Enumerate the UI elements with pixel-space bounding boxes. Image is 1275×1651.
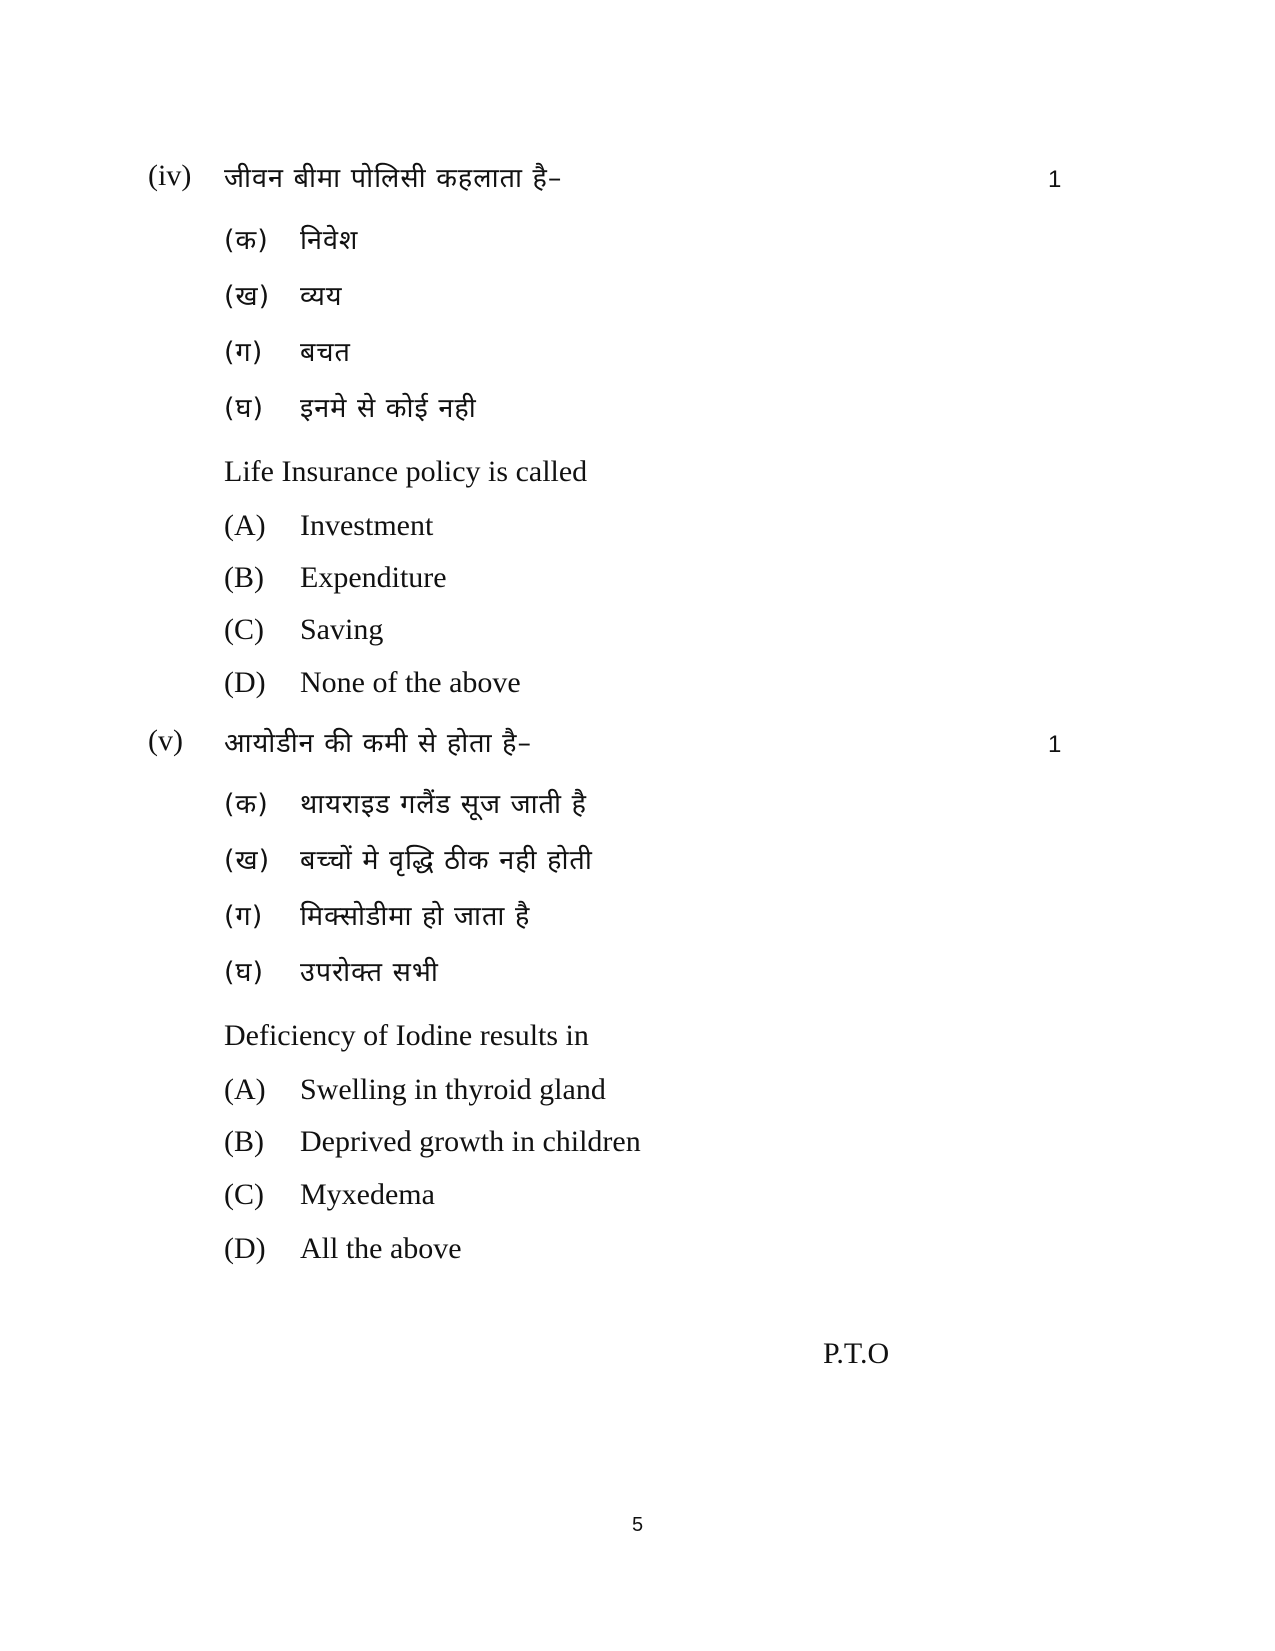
option-text: All the above bbox=[300, 1232, 462, 1265]
option-label: (घ) bbox=[224, 956, 265, 988]
option-label: (ख) bbox=[224, 844, 271, 876]
option-hindi bbox=[224, 838, 593, 878]
option-hindi bbox=[224, 274, 343, 314]
option-english bbox=[224, 1175, 435, 1215]
option-text: Expenditure bbox=[300, 561, 447, 594]
option-text: थायराइड गलैंड सूज जाती है bbox=[300, 788, 587, 820]
option-text: Deprived growth in children bbox=[300, 1125, 641, 1158]
question-text-hindi: आयोडीन की कमी से होता है– bbox=[224, 728, 532, 759]
option-label: (घ) bbox=[224, 392, 265, 424]
option-text: Swelling in thyroid gland bbox=[300, 1073, 606, 1106]
option-label: (A) bbox=[224, 1073, 266, 1106]
option-text: बचत bbox=[300, 336, 351, 368]
question-text-english: Life Insurance policy is called bbox=[224, 455, 588, 488]
option-label: (ग) bbox=[224, 900, 264, 932]
option-label: (क) bbox=[224, 224, 269, 256]
option-text: Myxedema bbox=[300, 1178, 435, 1211]
option-text: Investment bbox=[300, 509, 434, 542]
option-label: (B) bbox=[224, 1125, 264, 1158]
option-label: (ग) bbox=[224, 336, 264, 368]
option-text: Saving bbox=[300, 613, 384, 646]
option-text: निवेश bbox=[300, 224, 359, 256]
option-label: (क) bbox=[224, 788, 269, 820]
option-label: (ख) bbox=[224, 280, 271, 312]
option-english bbox=[224, 506, 433, 546]
option-hindi bbox=[224, 782, 587, 822]
question-text-hindi: जीवन बीमा पोलिसी कहलाता है– bbox=[224, 163, 563, 194]
option-text: व्यय bbox=[300, 280, 343, 312]
question-text-english: Deficiency of Iodine results in bbox=[224, 1019, 589, 1052]
option-label: (A) bbox=[224, 509, 266, 542]
option-text: मिक्सोडीमा हो जाता है bbox=[300, 900, 531, 932]
option-english bbox=[224, 1122, 641, 1162]
option-hindi bbox=[224, 894, 530, 934]
option-label: (B) bbox=[224, 561, 264, 594]
option-english bbox=[224, 1070, 606, 1110]
option-hindi bbox=[224, 386, 477, 426]
question-number: (iv) bbox=[148, 159, 192, 192]
option-label: (C) bbox=[224, 1178, 264, 1211]
option-text: उपरोक्त सभी bbox=[300, 956, 439, 988]
option-text: None of the above bbox=[300, 666, 521, 699]
question-marks: 1 bbox=[1048, 166, 1062, 193]
page-number: 5 bbox=[631, 1514, 644, 1536]
question-number: (v) bbox=[148, 724, 183, 757]
option-english bbox=[224, 663, 521, 703]
option-label: (C) bbox=[224, 613, 264, 646]
option-text: बच्चों मे वृद्धि ठीक नही होती bbox=[300, 844, 593, 876]
option-hindi bbox=[224, 950, 439, 990]
option-english bbox=[224, 1229, 462, 1269]
option-english bbox=[224, 558, 447, 598]
pto-note: P.T.O bbox=[823, 1337, 890, 1370]
option-label: (D) bbox=[224, 1232, 266, 1265]
option-english bbox=[224, 610, 383, 650]
option-text: इनमे से कोई नही bbox=[300, 392, 477, 424]
question-marks: 1 bbox=[1048, 731, 1062, 758]
option-label: (D) bbox=[224, 666, 266, 699]
option-hindi bbox=[224, 330, 351, 370]
option-hindi bbox=[224, 218, 358, 258]
